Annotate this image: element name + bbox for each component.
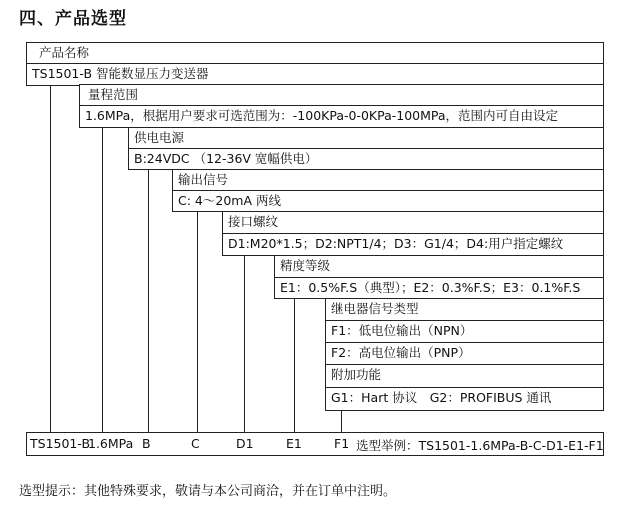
output-value: C: 4～20mA 两线	[172, 190, 604, 212]
selection-example: 选型举例：TS1501-1.6MPa-B-C-D1-E1-F1	[356, 438, 604, 453]
accuracy-header: 精度等级	[274, 255, 604, 278]
code-power: B	[142, 436, 151, 451]
code-thread: D1	[236, 436, 254, 451]
connector-line	[50, 86, 51, 432]
code-output: C	[191, 436, 200, 451]
code-model: TS1501-B	[30, 436, 91, 451]
range-value: 1.6MPa，根据用户要求可选范围为：-100KPa-0-0KPa-100MPa，范围内可自由设定	[79, 105, 604, 128]
relay-f2: F2：高电位输出（PNP）	[325, 342, 604, 365]
code-range: 1.6MPa	[88, 436, 134, 451]
output-header: 输出信号	[172, 169, 604, 191]
connector-line	[341, 410, 342, 432]
connector-line	[102, 127, 103, 432]
relay-header: 继电器信号类型	[325, 298, 604, 321]
connector-line	[148, 169, 149, 432]
extra-function-value: G1：Hart 协议 G2：PROFIBUS 通讯	[325, 387, 604, 411]
thread-header: 接口螺纹	[222, 211, 604, 234]
section-title: 四、产品选型	[19, 9, 127, 29]
selection-note: 选型提示：其他特殊要求，敬请与本公司商洽，并在订单中注明。	[19, 484, 397, 499]
range-header: 量程范围	[79, 84, 604, 106]
code-accuracy: E1	[286, 436, 302, 451]
connector-line	[294, 298, 295, 432]
power-value: B:24VDC （12-36V 宽幅供电）	[128, 148, 604, 170]
accuracy-value: E1：0.5%F.S（典型）；E2：0.3%F.S；E3：0.1%F.S	[274, 277, 604, 299]
connector-line	[197, 211, 198, 432]
relay-f1: F1：低电位输出（NPN）	[325, 320, 604, 343]
thread-value: D1:M20*1.5；D2:NPT1/4；D3：G1/4；D4:用户指定螺纹	[222, 233, 604, 256]
code-relay: F1	[334, 436, 350, 451]
power-header: 供电电源	[128, 127, 604, 149]
connector-line	[244, 255, 245, 432]
product-name-header: 产品名称	[26, 42, 604, 64]
product-name-value: TS1501-B 智能数显压力变送器	[26, 63, 604, 86]
extra-function-header: 附加功能	[325, 364, 604, 388]
